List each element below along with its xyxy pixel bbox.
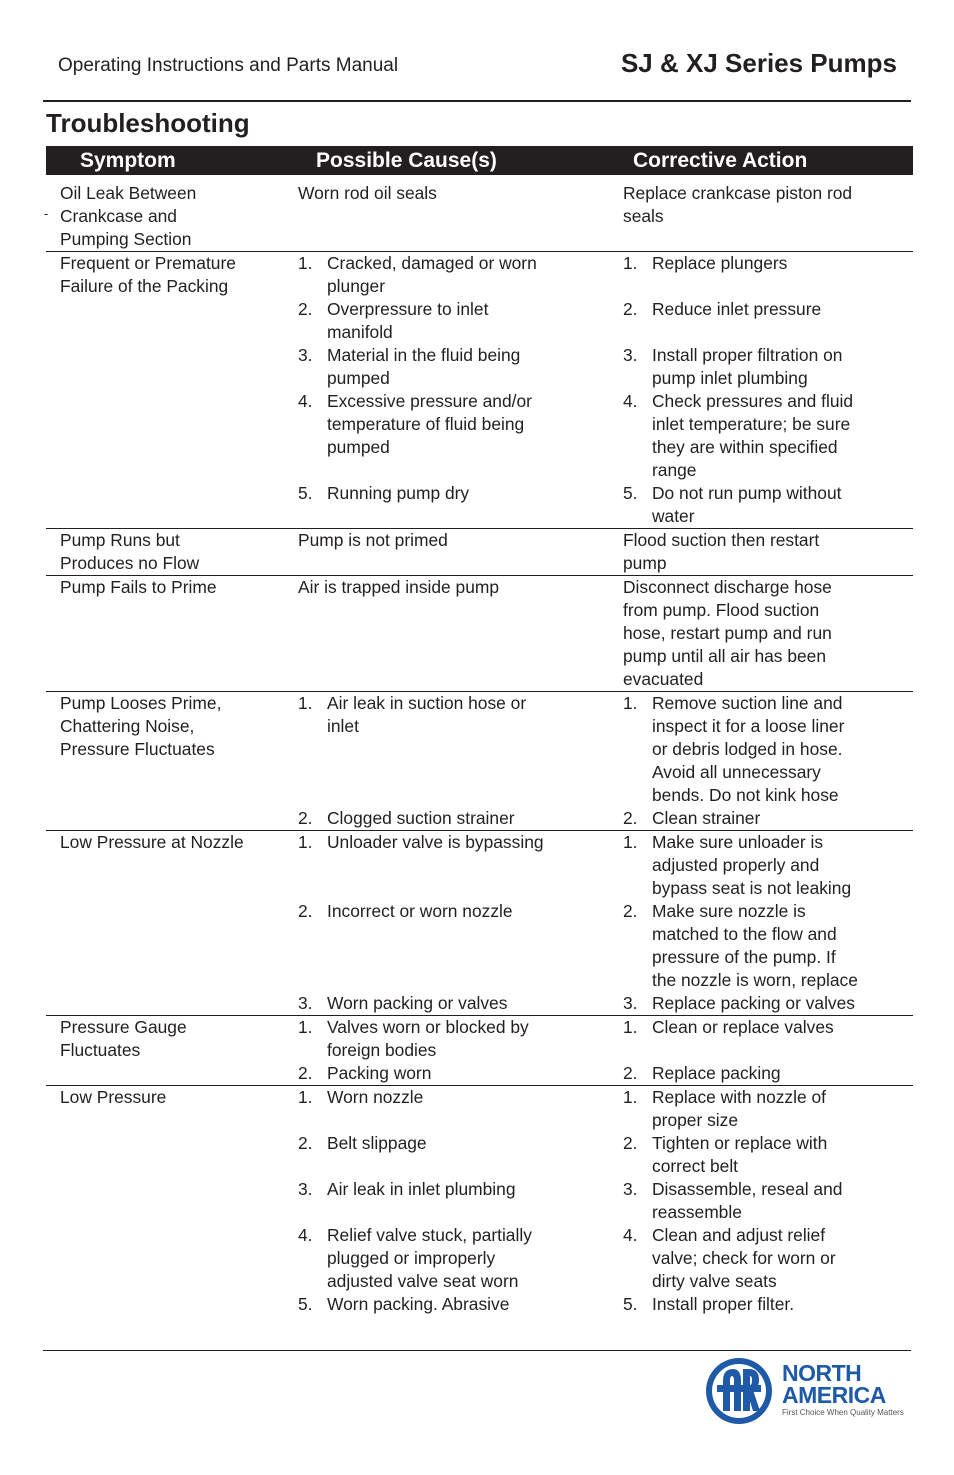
cause-number: 1.	[298, 693, 313, 713]
cause-line: plunger	[327, 276, 386, 296]
table-row	[46, 529, 913, 576]
action-line: Install proper filtration on	[652, 345, 843, 365]
symptom-cell	[60, 252, 282, 298]
cause-number: 3.	[298, 1179, 313, 1199]
cause-number: 4.	[298, 391, 313, 411]
symptom-cell	[60, 1086, 282, 1109]
cause-line: Belt slippage	[327, 1133, 427, 1153]
action-number: 1.	[623, 832, 638, 852]
cause-line: Pump is not primed	[298, 530, 448, 550]
action-line: correct belt	[652, 1156, 739, 1176]
action-number: 4.	[623, 1225, 638, 1245]
action-line: Do not run pump without	[652, 483, 842, 503]
action-number: 5.	[623, 483, 638, 503]
action-text	[652, 298, 913, 321]
table-row	[46, 252, 913, 529]
cause-text	[327, 1293, 603, 1316]
action-line: hose, restart pump and run	[623, 623, 832, 643]
cause-number: 5.	[298, 483, 313, 503]
cause-text	[327, 1178, 603, 1201]
cause-line: pumped	[327, 368, 390, 388]
cause-number: 1.	[298, 1087, 313, 1107]
action-text	[652, 344, 913, 390]
action-text	[652, 1178, 913, 1224]
cause-number: 2.	[298, 901, 313, 921]
symptom-line: Failure of the Packing	[60, 276, 229, 296]
header-divider	[43, 100, 911, 102]
action-line: pump until all air has been	[623, 646, 827, 666]
action-number: 2.	[623, 808, 638, 828]
cause-line: Overpressure to inlet	[327, 299, 489, 319]
symptom-line: Produces no Flow	[60, 553, 200, 573]
symptom-line: Chattering Noise,	[60, 716, 195, 736]
cause-line: Material in the fluid being	[327, 345, 521, 365]
action-line: inlet temperature; be sure	[652, 414, 851, 434]
action-text	[652, 252, 913, 275]
cause-line: Worn packing. Abrasive	[327, 1294, 510, 1314]
cause-text	[327, 482, 603, 505]
cause-line: Running pump dry	[327, 483, 470, 503]
cause-line: Air is trapped inside pump	[298, 577, 500, 597]
action-number: 4.	[623, 391, 638, 411]
action-line: Make sure unloader is	[652, 832, 824, 852]
symptom-cell	[60, 182, 282, 251]
footer-divider	[43, 1350, 911, 1351]
stray-mark: -	[44, 207, 49, 221]
table-row	[46, 182, 913, 252]
cause-text	[327, 252, 603, 298]
action-text	[652, 692, 913, 807]
cause-line: Unloader valve is bypassing	[327, 832, 544, 852]
action-number: 2.	[623, 1063, 638, 1083]
table-row	[46, 1086, 913, 1316]
troubleshooting-table	[46, 182, 913, 1316]
action-line: seals	[623, 206, 664, 226]
cause-text	[327, 1086, 603, 1109]
cause-line: Worn packing or valves	[327, 993, 508, 1013]
cause-number: 2.	[298, 808, 313, 828]
cause-text	[327, 1062, 603, 1085]
cause-line: adjusted valve seat worn	[327, 1271, 519, 1291]
action-line: Install proper filter.	[652, 1294, 795, 1314]
action-text	[652, 1132, 913, 1178]
cause-text	[327, 900, 603, 923]
cause-line: Air leak in inlet plumbing	[327, 1179, 516, 1199]
symptom-line: Crankcase and	[60, 206, 177, 226]
cause-line: foreign bodies	[327, 1040, 437, 1060]
cause-number: 1.	[298, 832, 313, 852]
symptom-cell	[60, 529, 282, 575]
symptom-line: Fluctuates	[60, 1040, 141, 1060]
action-line: they are within specified	[652, 437, 838, 457]
action-line: Replace crankcase piston rod	[623, 183, 853, 203]
table-row	[46, 831, 913, 1016]
action-number: 2.	[623, 1133, 638, 1153]
action-line: Check pressures and fluid	[652, 391, 854, 411]
cause-number: 2.	[298, 1063, 313, 1083]
action-text	[652, 831, 913, 900]
action-line: Disconnect discharge hose	[623, 577, 832, 597]
action-line: adjusted properly and	[652, 855, 820, 875]
logo-tagline: First Choice When Quality Matters	[782, 1408, 904, 1417]
symptom-line: Pumping Section	[60, 229, 192, 249]
column-header-symptom: Symptom	[80, 149, 176, 172]
cause-text	[327, 807, 603, 830]
action-number: 3.	[623, 345, 638, 365]
action-text	[652, 1086, 913, 1132]
cause-text	[298, 576, 603, 599]
cause-line: Valves worn or blocked by	[327, 1017, 529, 1037]
table-row	[46, 1016, 913, 1086]
action-text	[652, 900, 913, 992]
cause-text	[327, 831, 603, 854]
action-line: proper size	[652, 1110, 739, 1130]
manual-subtitle: Operating Instructions and Parts Manual	[58, 55, 399, 76]
action-text	[652, 482, 913, 528]
action-number: 2.	[623, 901, 638, 921]
cause-text	[298, 529, 603, 552]
action-line: Reduce inlet pressure	[652, 299, 822, 319]
cause-line: inlet	[327, 716, 359, 736]
cause-text	[327, 390, 603, 459]
symptom-line: Pressure Fluctuates	[60, 739, 215, 759]
action-number: 1.	[623, 253, 638, 273]
cause-number: 3.	[298, 345, 313, 365]
action-number: 3.	[623, 993, 638, 1013]
cause-line: Packing worn	[327, 1063, 432, 1083]
action-line: or debris lodged in hose.	[652, 739, 843, 759]
cause-number: 4.	[298, 1225, 313, 1245]
logo-text-north: NORTH	[782, 1360, 862, 1386]
action-line: bypass seat is not leaking	[652, 878, 852, 898]
action-line: Replace with nozzle of	[652, 1087, 826, 1107]
action-text	[652, 807, 913, 830]
action-line: valve; check for worn or	[652, 1248, 836, 1268]
symptom-cell	[60, 1016, 282, 1062]
action-number: 1.	[623, 1087, 638, 1107]
action-text	[652, 390, 913, 482]
table-header	[46, 146, 913, 175]
column-header-cause: Possible Cause(s)	[316, 149, 497, 172]
cause-line: Worn nozzle	[327, 1087, 424, 1107]
action-number: 1.	[623, 693, 638, 713]
action-line: Make sure nozzle is	[652, 901, 806, 921]
action-text	[623, 182, 913, 228]
action-line: dirty valve seats	[652, 1271, 777, 1291]
action-line: Flood suction then restart	[623, 530, 820, 550]
action-text	[623, 576, 913, 691]
action-number: 1.	[623, 1017, 638, 1037]
action-line: Remove suction line and	[652, 693, 843, 713]
symptom-cell	[60, 576, 282, 599]
cause-line: Clogged suction strainer	[327, 808, 515, 828]
action-line: water	[652, 506, 695, 526]
cause-line: Excessive pressure and/or	[327, 391, 532, 411]
action-line: bends. Do not kink hose	[652, 785, 839, 805]
section-title: Troubleshooting	[46, 108, 250, 138]
symptom-line: Pump Runs but	[60, 530, 180, 550]
cause-line: manifold	[327, 322, 393, 342]
symptom-line: Oil Leak Between	[60, 183, 197, 203]
symptom-line: Low Pressure at Nozzle	[60, 832, 244, 852]
action-number: 3.	[623, 1179, 638, 1199]
action-number: 5.	[623, 1294, 638, 1314]
cause-text	[327, 692, 603, 738]
action-text	[623, 529, 913, 575]
action-line: Replace plungers	[652, 253, 788, 273]
action-line: Avoid all unnecessary	[652, 762, 821, 782]
cause-line: Cracked, damaged or worn	[327, 253, 537, 273]
action-line: Replace packing	[652, 1063, 781, 1083]
company-logo	[703, 1355, 913, 1427]
symptom-line: Pressure Gauge	[60, 1017, 187, 1037]
action-text	[652, 1224, 913, 1293]
cause-text	[327, 1132, 603, 1155]
cause-number: 3.	[298, 993, 313, 1013]
cause-line: Worn rod oil seals	[298, 183, 437, 203]
action-line: from pump. Flood suction	[623, 600, 820, 620]
cause-line: pumped	[327, 437, 390, 457]
action-line: evacuated	[623, 669, 704, 689]
logo-text-america: AMERICA	[782, 1382, 886, 1408]
table-row	[46, 692, 913, 831]
symptom-line: Pump Fails to Prime	[60, 577, 217, 597]
column-header-action: Corrective Action	[633, 149, 808, 172]
action-line: pump inlet plumbing	[652, 368, 808, 388]
cause-text	[327, 344, 603, 390]
cause-line: Relief valve stuck, partially	[327, 1225, 532, 1245]
symptom-line: Frequent or Premature	[60, 253, 236, 273]
action-number: 2.	[623, 299, 638, 319]
document-header	[0, 0, 954, 102]
cause-number: 2.	[298, 1133, 313, 1153]
cause-number: 2.	[298, 299, 313, 319]
table-row	[46, 576, 913, 692]
action-text	[652, 1016, 913, 1039]
cause-text	[327, 298, 603, 344]
action-line: Clean or replace valves	[652, 1017, 834, 1037]
symptom-line: Low Pressure	[60, 1087, 167, 1107]
cause-text	[327, 992, 603, 1015]
symptom-cell	[60, 692, 282, 761]
cause-number: 1.	[298, 1017, 313, 1037]
cause-line: Incorrect or worn nozzle	[327, 901, 513, 921]
cause-line: plugged or improperly	[327, 1248, 496, 1268]
cause-number: 5.	[298, 1294, 313, 1314]
ar-logo-icon	[703, 1355, 775, 1427]
cause-text	[298, 182, 603, 205]
manual-title: SJ & XJ Series Pumps	[620, 48, 897, 78]
cause-text	[327, 1224, 603, 1293]
cause-number: 1.	[298, 253, 313, 273]
action-line: matched to the flow and	[652, 924, 837, 944]
action-line: Tighten or replace with	[652, 1133, 828, 1153]
action-line: Replace packing or valves	[652, 993, 855, 1013]
action-line: the nozzle is worn, replace	[652, 970, 858, 990]
action-text	[652, 1062, 913, 1085]
action-line: Clean strainer	[652, 808, 761, 828]
action-line: pressure of the pump. If	[652, 947, 836, 967]
cause-line: Air leak in suction hose or	[327, 693, 527, 713]
action-line: range	[652, 460, 697, 480]
symptom-cell	[60, 831, 282, 854]
action-line: inspect it for a loose liner	[652, 716, 845, 736]
cause-text	[327, 1016, 603, 1062]
action-line: reassemble	[652, 1202, 742, 1222]
action-line: Clean and adjust relief	[652, 1225, 826, 1245]
symptom-line: Pump Looses Prime,	[60, 693, 222, 713]
action-line: pump	[623, 553, 667, 573]
action-line: Disassemble, reseal and	[652, 1179, 843, 1199]
cause-line: temperature of fluid being	[327, 414, 525, 434]
action-text	[652, 992, 913, 1015]
action-text	[652, 1293, 913, 1316]
